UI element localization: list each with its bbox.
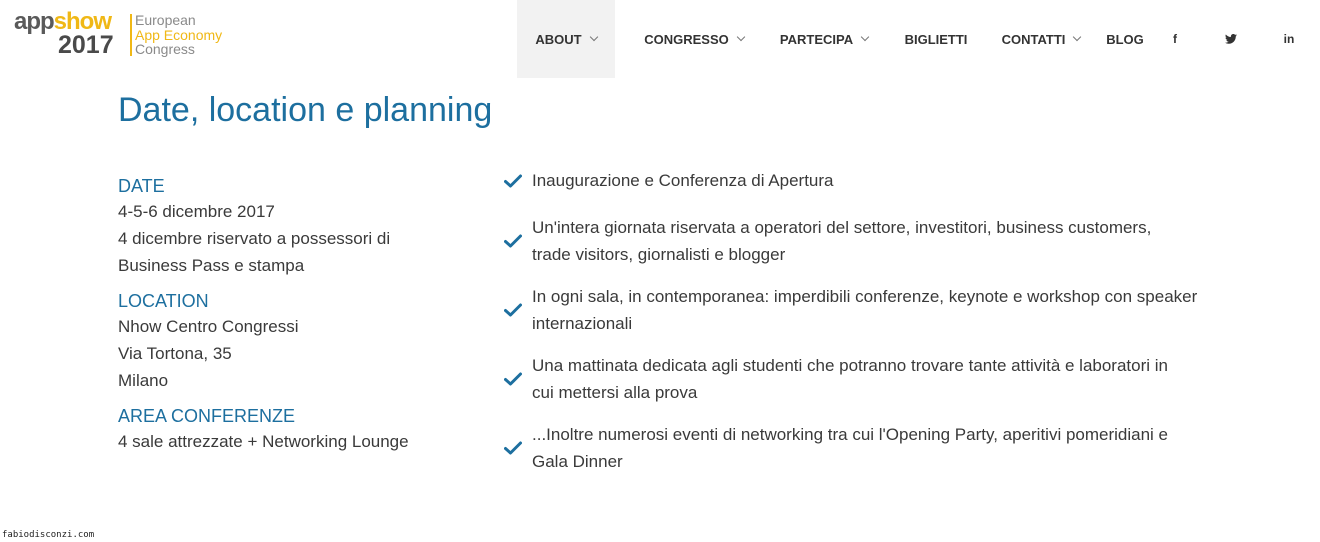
area-heading: AREA CONFERENZE (118, 406, 296, 426)
event-info (118, 174, 478, 455)
nav-item-partecipa[interactable] (765, 0, 883, 78)
item-text (532, 167, 1222, 194)
date-line: 4 dicembre riservato a possessori di (118, 229, 391, 248)
nav-item-blog[interactable] (1093, 0, 1157, 78)
twitter-icon[interactable] (1219, 0, 1243, 78)
nav-item-congresso[interactable] (615, 0, 765, 78)
item-line: ...Inoltre numerosi eventi di networking tra cui l'Opening Party, aperitivi pomeridiani e (532, 425, 1169, 444)
nav-item-about[interactable] (517, 0, 615, 78)
facebook-glyph: f (1173, 32, 1177, 46)
logo-app-text: app (14, 8, 54, 35)
location-line: Nhow Centro Congressi (118, 317, 299, 336)
check-icon (504, 372, 522, 386)
location-line: Milano (118, 371, 169, 390)
logo-show-text: show (53, 8, 112, 35)
logo-year: 2017 (58, 31, 114, 59)
item-line: Gala Dinner (532, 452, 623, 471)
logo-divider (130, 14, 132, 56)
date-line: Business Pass e stampa (118, 256, 305, 275)
linkedin-glyph: in (1283, 32, 1295, 46)
linkedin-icon[interactable] (1277, 0, 1301, 78)
item-line: Un'intera giornata riservata a operatori del settore, investitori, business customers, (532, 218, 1152, 237)
logo-line-1: European (135, 12, 196, 28)
logo-line-3: Congress (135, 41, 195, 57)
nav-label: CONTATTI (1001, 31, 1066, 47)
nav-item-biglietti[interactable] (883, 0, 989, 78)
item-line: In ogni sala, in contemporanea: imperdibili conferenze, keynote e workshop con speaker (532, 287, 1198, 306)
check-icon (504, 174, 522, 188)
item-text (532, 283, 1222, 337)
date-heading: DATE (118, 176, 165, 196)
watermark-url: fabiodisconzi.com (2, 530, 95, 540)
logo-line-2: App Economy (135, 26, 223, 43)
chevron-down-icon (589, 33, 597, 41)
item-line: trade visitors, giornalisti e blogger (532, 245, 786, 264)
chevron-down-icon (861, 33, 869, 41)
site-header (0, 0, 1320, 78)
item-line: Una mattinata dedicata agli studenti che potranno trovare tante attività e laboratori in (532, 356, 1168, 375)
nav-label: CONGRESSO (644, 31, 729, 47)
location-heading: LOCATION (118, 291, 209, 311)
nav-label: PARTECIPA (779, 31, 854, 47)
item-text (532, 214, 1222, 268)
facebook-icon[interactable] (1163, 0, 1187, 78)
nav-label: BLOG (1106, 31, 1144, 47)
check-icon (504, 303, 522, 317)
appshow-logo[interactable] (14, 10, 254, 60)
item-text (532, 352, 1222, 406)
item-line: cui mettersi alla prova (532, 383, 698, 402)
main-nav (517, 0, 1157, 78)
nav-item-contatti[interactable] (989, 0, 1093, 78)
check-icon (504, 234, 522, 248)
nav-label: BIGLIETTI (904, 31, 968, 47)
area-line: 4 sale attrezzate + Networking Lounge (118, 432, 409, 451)
check-icon (504, 441, 522, 455)
logo-tagline (135, 13, 222, 57)
page-title: Date, location e planning (118, 91, 493, 129)
chevron-down-icon (1073, 33, 1081, 41)
item-text (532, 421, 1222, 475)
location-line: Via Tortona, 35 (118, 344, 232, 363)
chevron-down-icon (737, 33, 745, 41)
nav-label: ABOUT (535, 31, 582, 47)
twitter-glyph (1225, 34, 1237, 44)
item-line: Inaugurazione e Conferenza di Apertura (532, 171, 834, 190)
item-line: internazionali (532, 314, 633, 333)
date-line: 4-5-6 dicembre 2017 (118, 202, 275, 221)
